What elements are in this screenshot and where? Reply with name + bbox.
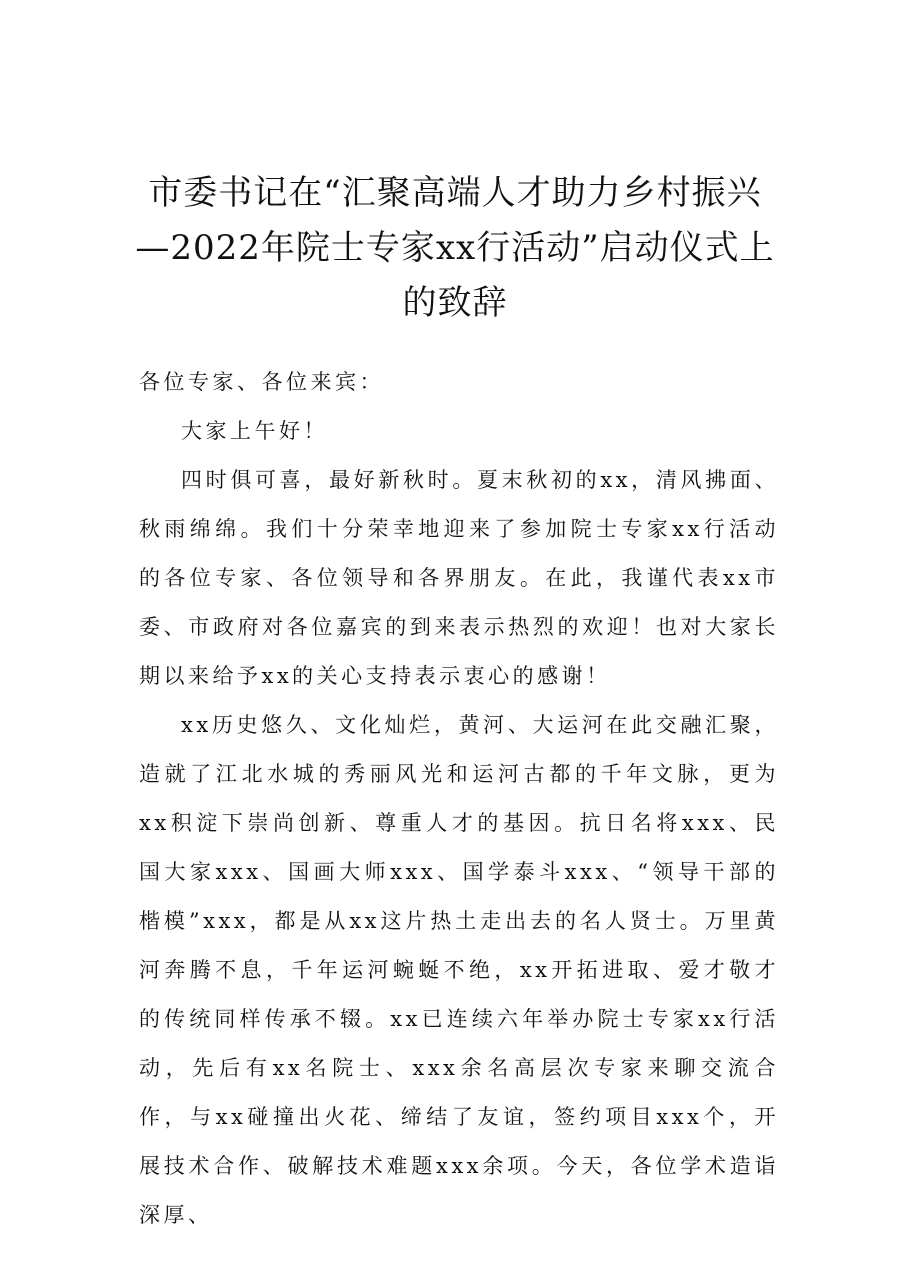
- document-title: [120, 166, 790, 331]
- title-line-2: —2022年院士专家xx行活动”启动仪式上: [135, 228, 775, 268]
- paragraph-greeting: 大家上午好！: [181, 419, 328, 443]
- salutation: 各位专家、各位来宾：: [139, 370, 384, 394]
- title-line-1: 市委书记在“汇聚高端人才助力乡村振兴: [148, 173, 762, 213]
- document-body: [139, 358, 779, 1240]
- paragraph-welcome: 四时俱可喜，最好新秋时。夏末秋初的xx，清风拂面、秋雨绵绵。我们十分荣幸地迎来了参加院士专家xx行活动的各位专家、各位领导和各界朋友。在此，我谨代表xx市委、市政府对各位嘉宾的到来表示热烈的欢迎！也对大家长期以来给予xx的关心支持表示衷心的感谢！: [139, 468, 779, 688]
- paragraph-history: xx历史悠久、文化灿烂，黄河、大运河在此交融汇聚，造就了江北水城的秀丽风光和运河古都的千年文脉，更为xx积淀下崇尚创新、尊重人才的基因。抗日名将xxx、民国大家xxx、国画大师xxx、国学泰斗xxx、“领导干部的楷模”xxx，都是从xx这片热土走出去的名人贤士。万里黄河奔腾不息，千年运河蜿蜒不绝，xx开拓进取、爱才敬才的传统同样传承不辍。xx已连续六年举办院士专家xx行活动，先后有xx名院士、xxx余名高层次专家来聊交流合作，与xx碰撞出火花、缔结了友谊，签约项目xxx个，开展技术合作、破解技术难题xxx余项。今天，各位学术造诣深厚、: [139, 713, 779, 1227]
- title-line-3: 的致辞: [402, 283, 508, 323]
